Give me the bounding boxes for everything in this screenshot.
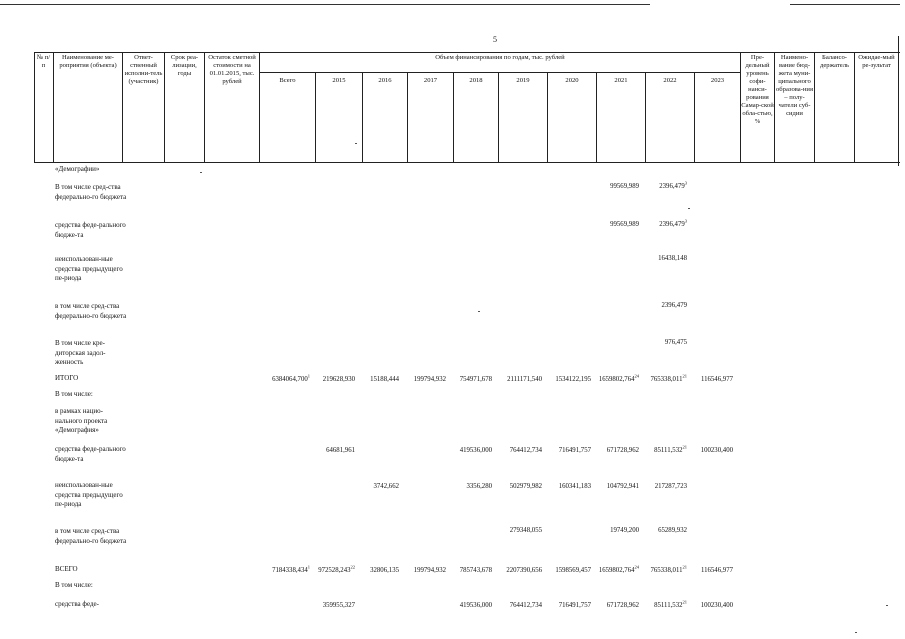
header-holder: Балансо-держатель xyxy=(820,54,849,69)
cell-y2021: 671728,962 xyxy=(606,602,639,609)
row-label: ИТОГО xyxy=(55,374,79,382)
scan-speck xyxy=(478,311,480,312)
vline xyxy=(596,72,597,163)
cell-y2017: 199794,932 xyxy=(413,567,446,574)
vline xyxy=(694,72,695,163)
cell-y2022: 217287,723 xyxy=(654,483,687,490)
header-year-2021: 2021 xyxy=(614,77,628,84)
cell-y2023: 100230,400 xyxy=(700,602,733,609)
cell-y2020: 1598569,457 xyxy=(555,567,591,574)
footnote-mark: 1 xyxy=(307,373,310,379)
cell-y2018: 785743,678 xyxy=(459,567,492,574)
row-label: в рамках нацио-нального проекта «Демография» xyxy=(55,407,108,434)
cell-y2022: 2396,479 xyxy=(661,302,687,309)
vline xyxy=(122,52,123,163)
vline xyxy=(453,72,454,163)
cell-y2016: 15188,444 xyxy=(370,376,399,383)
cell-y2022: 2396,479$^3$ xyxy=(659,180,687,190)
cell-y2022: 2396,479$^3$ xyxy=(659,218,687,228)
cell-y2018: 419536,000 xyxy=(459,602,492,609)
header-period: Срок реа-лизации, годы xyxy=(170,54,199,77)
scan-speck xyxy=(688,208,690,209)
row-label: «Демографии» xyxy=(55,165,100,173)
row-label: средства феде-рального бюдже-та xyxy=(55,221,126,239)
vline xyxy=(645,72,646,163)
cell-y2023: 116546,977 xyxy=(700,567,733,574)
cell-y2022: 16438,148 xyxy=(658,255,687,262)
cell-y2019: 764412,734 xyxy=(509,447,542,454)
footnote-mark: 3 xyxy=(684,218,687,224)
header-recipient: Наимено-вание бюд-жета муни-ципального образова-ния – полу-чатели суб-сидии xyxy=(776,54,813,117)
scan-speck xyxy=(200,172,202,173)
cell-y2021: 671728,962 xyxy=(606,447,639,454)
vline xyxy=(53,52,54,163)
footnote-mark: 24 xyxy=(634,373,639,379)
cell-y2018: 419536,000 xyxy=(459,447,492,454)
vline xyxy=(259,52,260,163)
cell-y2022: 85111,532$^{21}$ xyxy=(654,444,687,454)
cell-y2019: 764412,734 xyxy=(509,602,542,609)
cell-y2023: 100230,400 xyxy=(700,447,733,454)
cell-y2018: 754971,678 xyxy=(459,376,492,383)
scan-speck xyxy=(855,632,857,633)
row-label: В том числе: xyxy=(55,390,93,398)
scan-speck xyxy=(886,605,888,606)
vline xyxy=(164,52,165,163)
row-label: В том числе: xyxy=(55,581,93,589)
cell-y2019: 279348,055 xyxy=(509,527,542,534)
table-header xyxy=(34,52,900,163)
footnote-mark: 1 xyxy=(307,564,310,570)
cell-y2015: 219628,930 xyxy=(322,376,355,383)
cell-y2019: 2111171,540 xyxy=(507,376,542,383)
header-no: № п/п xyxy=(36,54,51,69)
volume-split-line xyxy=(259,72,740,73)
vline xyxy=(34,52,35,163)
cell-y2020: 716491,757 xyxy=(558,602,591,609)
cell-y2021: 1659802,764$^{24}$ xyxy=(598,564,639,574)
cell-y2016: 3742,662 xyxy=(373,483,399,490)
header-volume: Объем финансирования по годам, тыс. рублей xyxy=(435,54,565,61)
header-year-2023: 2023 xyxy=(710,77,725,84)
vline xyxy=(498,72,499,163)
row-label: в том числе сред-ства федерально-го бюджета xyxy=(55,527,127,545)
cell-y2022: 85111,532$^{21}$ xyxy=(654,599,687,609)
cell-y2021: 104792,941 xyxy=(606,483,639,490)
vline xyxy=(547,72,548,163)
row-label: в том числе сред-ства федерально-го бюджета xyxy=(55,302,127,320)
cell-y2015: 972528,243$^{22}$ xyxy=(318,564,355,574)
scan-speck xyxy=(355,143,357,144)
footnote-mark: 21 xyxy=(682,564,687,570)
vline xyxy=(204,52,205,163)
row-label: средства феде- xyxy=(55,600,99,608)
header-year-2015: 2015 xyxy=(332,77,346,84)
cell-y2018: 3356,280 xyxy=(466,483,492,490)
cell-y2020: 1534122,195 xyxy=(555,376,591,383)
cell-y2021: 19749,200 xyxy=(610,527,639,534)
header-responsible: Ответ-ственный исполни-тель (участник) xyxy=(124,54,163,85)
cell-y2022: 765338,011$^{21}$ xyxy=(650,373,687,383)
cell-y2019: 502979,982 xyxy=(509,483,542,490)
footnote-mark: 21 xyxy=(682,599,687,605)
cell-y2021: 99569,989 xyxy=(610,221,639,228)
header-year-2020: 2020 xyxy=(565,77,579,84)
vline xyxy=(315,72,316,163)
footnote-mark: 21 xyxy=(682,373,687,379)
header-limit: Пре-дельный уровень софи-нанси-рования Самар-ской обла-стью, % xyxy=(741,54,774,125)
cell-y2015: 64681,961 xyxy=(326,447,355,454)
footnote-mark: 21 xyxy=(682,444,687,450)
cell-y2023: 116546,977 xyxy=(700,376,733,383)
header-balance: Остаток сметной стоимости на 01.01.2015, тыс. рублей xyxy=(208,54,256,85)
cell-y2016: 32806,135 xyxy=(370,567,399,574)
row-label: ВСЕГО xyxy=(55,565,78,573)
top-rule-left xyxy=(0,4,650,5)
row-label: В том числе сред-ства федерально-го бюджета xyxy=(55,183,127,201)
header-name: Наименование ме-роприятия (объекта) xyxy=(59,54,117,69)
cell-y2017: 199794,932 xyxy=(413,376,446,383)
cell-y2019: 2207390,656 xyxy=(506,567,542,574)
cell-y2021: 99569,989 xyxy=(610,183,639,190)
vline xyxy=(362,72,363,163)
page-number: 5 xyxy=(493,35,497,44)
cell-y2022: 765338,011$^{21}$ xyxy=(650,564,687,574)
footnote-mark: 24 xyxy=(634,564,639,570)
row-label: неиспользован-ные средства предыдущего пе-риода xyxy=(55,255,123,282)
footnote-mark: 3 xyxy=(684,180,687,186)
vline xyxy=(407,72,408,163)
header-result: Ожидае-мый ре-зультат xyxy=(858,54,895,69)
header-year-2019: 2019 xyxy=(516,77,530,84)
header-year-2018: 2018 xyxy=(469,77,483,84)
footnote-mark: 22 xyxy=(350,564,355,570)
top-rule-right xyxy=(790,4,900,5)
header-year-2022: 2022 xyxy=(663,77,677,84)
cell-y2015: 359955,327 xyxy=(322,602,355,609)
cell-y2022: 976,475 xyxy=(664,339,687,346)
cell-total: 7184338,434$^1$ xyxy=(272,564,310,574)
row-label: средства феде-рального бюдже-та xyxy=(55,445,126,463)
cell-y2021: 1659802,764$^{24}$ xyxy=(598,373,639,383)
cell-total: 6384064,700$^1$ xyxy=(272,373,310,383)
header-total: Всего xyxy=(279,77,296,84)
cell-y2020: 160341,183 xyxy=(558,483,591,490)
row-label: В том числе кре-диторская задол-женность xyxy=(55,339,106,366)
header-year-2017: 2017 xyxy=(423,77,438,84)
row-label: неиспользован-ные средства предыдущего пе-риода xyxy=(55,481,123,508)
header-year-2016: 2016 xyxy=(378,77,392,84)
cell-y2022: 65289,932 xyxy=(658,527,687,534)
cell-y2020: 716491,757 xyxy=(558,447,591,454)
